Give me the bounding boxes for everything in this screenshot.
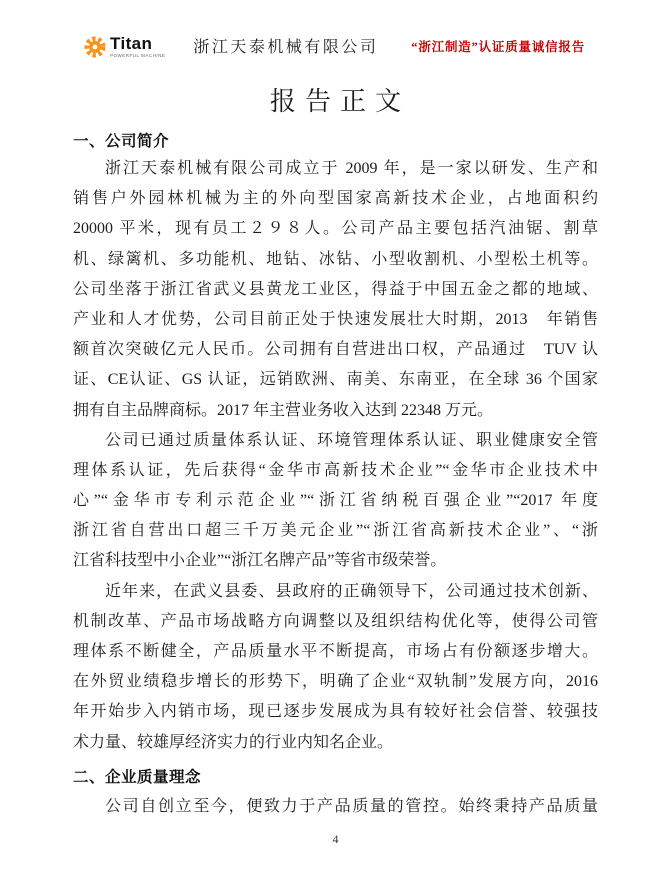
text-line: 理体系不断健全，产品质量水平不断提高，市场占有份额逐步增大。	[73, 643, 598, 660]
text-line: 公司坐落于浙江省武义县黄龙工业区，得益于中国五金之都的地域、	[73, 280, 598, 298]
logo-text	[110, 35, 165, 58]
text-line: 机、绿篱机、多功能机、地钻、冰钻、小型收割机、小型松土机等。	[73, 250, 598, 268]
document-title: 报告正文	[269, 87, 411, 116]
gear-icon	[84, 36, 106, 58]
report-type-label: “浙江制造”认证质量诚信报告	[411, 40, 585, 54]
paragraph-recent-development	[73, 577, 598, 758]
text-line: 销售户外园林机械为主的外向型国家高新技术企业，占地面积约	[73, 190, 598, 208]
text-line: 浙江天泰机械有限公司成立于 2009 年，是一家以研发、生产和	[105, 160, 598, 177]
text-line: 术力量、较雄厚经济实力的行业内知名企业。	[73, 733, 394, 751]
section-2-heading: 二、企业质量理念	[73, 768, 202, 786]
text-line: 20000 平米，现有员工２９８人。公司产品主要包括汽油锯、割草	[73, 220, 598, 238]
text-line: 在外贸业绩稳步增长的形势下，明确了企业“双轨制”发展方向，2016	[73, 673, 598, 691]
company-name: 浙江天泰机械有限公司	[193, 39, 379, 56]
text-line: 浙江省自营出口超三千万美元企业”“浙江省高新技术企业”、“浙	[73, 522, 598, 540]
text-line: 公司已通过质量体系认证、环境管理体系认证、职业健康安全管	[105, 431, 598, 449]
paragraph-quality-philosophy	[73, 792, 598, 822]
text-line: 理体系认证，先后获得“金华市高新技术企业”“金华市企业技术中	[73, 461, 598, 479]
logo-brand: Titan	[110, 34, 153, 53]
titan-logo	[84, 35, 165, 58]
text-line: 证、CE认证、GS 认证，远销欧洲、南美、东南亚，在全球 36 个国家	[73, 371, 598, 389]
paragraph-company-intro	[73, 154, 598, 426]
logo-tagline: POWERFUL MACHINE	[110, 52, 166, 58]
page-number: 4	[332, 831, 339, 846]
paragraph-certifications	[73, 426, 598, 577]
text-line: 年开始步入内销市场，现已逐步发展成为具有较好社会信誉、较强技	[73, 703, 598, 721]
section-1-heading: 一、公司简介	[73, 133, 170, 150]
text-line: 近年来，在武义县委、县政府的正确领导下，公司通过技术创新、	[105, 582, 598, 600]
page-header	[73, 22, 598, 60]
text-line: 公司自创立至今，便致力于产品质量的管控。始终秉持产品质量	[105, 797, 598, 815]
text-line: 额首次突破亿元人民币。公司拥有自营进出口权，产品通过 TUV 认	[73, 341, 598, 359]
text-line: 产业和人才优势，公司目前正处于快速发展壮大时期，2013 年销售	[73, 310, 598, 328]
text-line: 拥有自主品牌商标。2017 年主营业务收入达到 22348 万元。	[73, 401, 494, 419]
text-line: 江省科技型中小企业”“浙江名牌产品”等省市级荣誉。	[73, 552, 447, 570]
text-line: 心”“金华市专利示范企业”“浙江省纳税百强企业”“2017 年度	[73, 492, 598, 510]
text-line: 机制改革、产品市场战略方向调整以及组织结构优化等，使得公司管	[73, 612, 598, 630]
